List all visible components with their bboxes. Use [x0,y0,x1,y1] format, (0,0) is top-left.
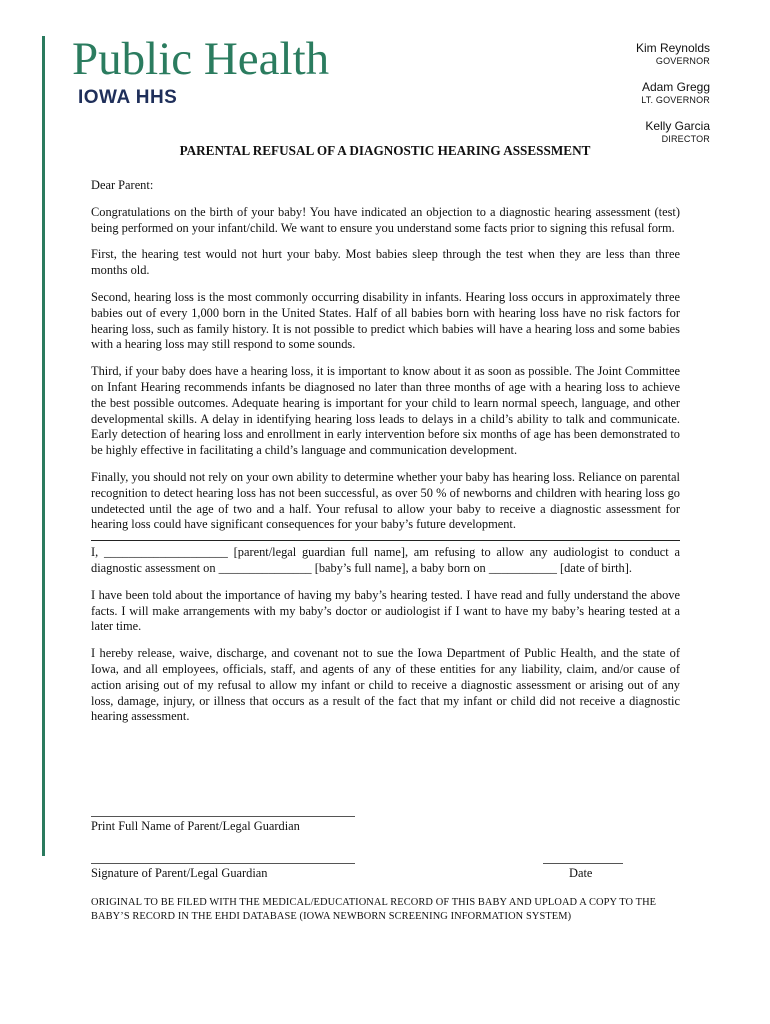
official-director [636,119,710,145]
official-name: Kim Reynolds [635,41,710,55]
official-title: LT. GOVERNOR [641,95,710,105]
official-name: Kelly Garcia [645,119,710,133]
print-name-line[interactable] [91,816,355,817]
section-divider [91,540,680,541]
acknowledgment-paragraph: I have been told about the importance of having my baby’s hearing tested. I have read and fully understand the above facts. I will make arrangements with my baby’s doctor or audiologist if I want to have my baby’s hearing tested at a later time. [91,587,680,634]
release-paragraph: I hereby release, waive, discharge, and covenant not to sue the Iowa Department of Public Health, and the state of Iowa, and all employees, officials, staff, and agents of any of these entities for any liability, claim, and/or cause of action arising out of my refusal to allow my infant or child to receive a diagnostic assessment or arising out of any loss, damage, injury, or illness that occurs as a result of the fact that my infant or child did not receive a diagnostic hearing assessment. [91,646,680,724]
logo-wordmark: Public Health [72,33,330,85]
official-title: DIRECTOR [661,134,710,144]
left-accent-bar [42,36,45,856]
signature-line[interactable] [91,863,355,864]
filing-instructions: ORIGINAL TO BE FILED WITH THE MEDICAL/EDUCATIONAL RECORD OF THIS BABY AND UPLOAD A COPY TO THE BABY’S RECORD IN THE EHDI DATABASE (IOWA NEWBORN SCREENING INFORMATION SYSTEM) [91,897,657,922]
document-title: PARENTAL REFUSAL OF A DIAGNOSTIC HEARING ASSESSMENT [179,143,591,158]
official-title: GOVERNOR [655,56,710,66]
print-name-block [91,816,680,834]
public-health-logo [72,34,329,108]
print-name-label: Print Full Name of Parent/Legal Guardian [91,819,300,833]
official-name: Adam Gregg [641,80,710,94]
paragraph-third: Third, if your baby does have a hearing loss, it is important to know about it as soon as possible. The Joint Committee on Infant Hearing recommends infants be diagnosed no later than three months of age with a hearing loss to achieve the best possible outcomes. Adequate hearing is important for your child to learn normal speech, language, and other developmental skills. A delay in identifying hearing loss leads to delays in a child’s ability to talk and communicate. Early detection of hearing loss and enrollment in early intervention before six months of age has been demonstrated to be highly effective in facilitating a child’s language and communication development. [91,364,680,458]
salutation: Dear Parent: [91,178,154,192]
letter-body [91,178,680,736]
paragraph-second: Second, hearing loss is the most commonly occurring disability in infants. Hearing loss occurs in approximately three babies out of every 1,000 born in the United States. Half of all babies born with hearing loss have no risk factors for hearing loss, such as family history. It is not possible to predict which babies will have a hearing loss and some babies with a hearing loss may still respond to some sounds. [91,289,680,352]
refusal-statement: I, ____________________ [parent/legal guardian full name], am refusing to allow any audiologist to conduct a diagnostic assessment on _______________ [baby’s full name], a baby born on ___________ [date of birth]. [91,545,680,575]
paragraph-intro: Congratulations on the birth of your baby! You have indicated an objection to a diagnostic hearing assessment (test) being performed on your infant/child. We want to ensure you understand some facts prior to signing this refusal form. [91,204,680,235]
logo-subtitle: IOWA HHS [78,87,178,108]
date-label: Date [569,866,593,880]
paragraph-finally: Finally, you should not rely on your own ability to determine whether your baby has hearing loss. Reliance on parental recognition to detect hearing loss has not been successful, as over 50 % of newborns and children with hearing loss go undetected until the age of two and a half. Your refusal to allow your baby to receive a diagnostic assessment for hearing loss could have significant consequences for your baby’s future development. [91,469,680,532]
signature-label: Signature of Parent/Legal Guardian [91,866,268,880]
paragraph-first: First, the hearing test would not hurt your baby. Most babies sleep through the test when they are less than three months old. [91,247,680,278]
officials-list [636,41,710,158]
date-line[interactable] [543,863,623,864]
official-governor [636,41,710,67]
official-lt-governor [636,80,710,106]
